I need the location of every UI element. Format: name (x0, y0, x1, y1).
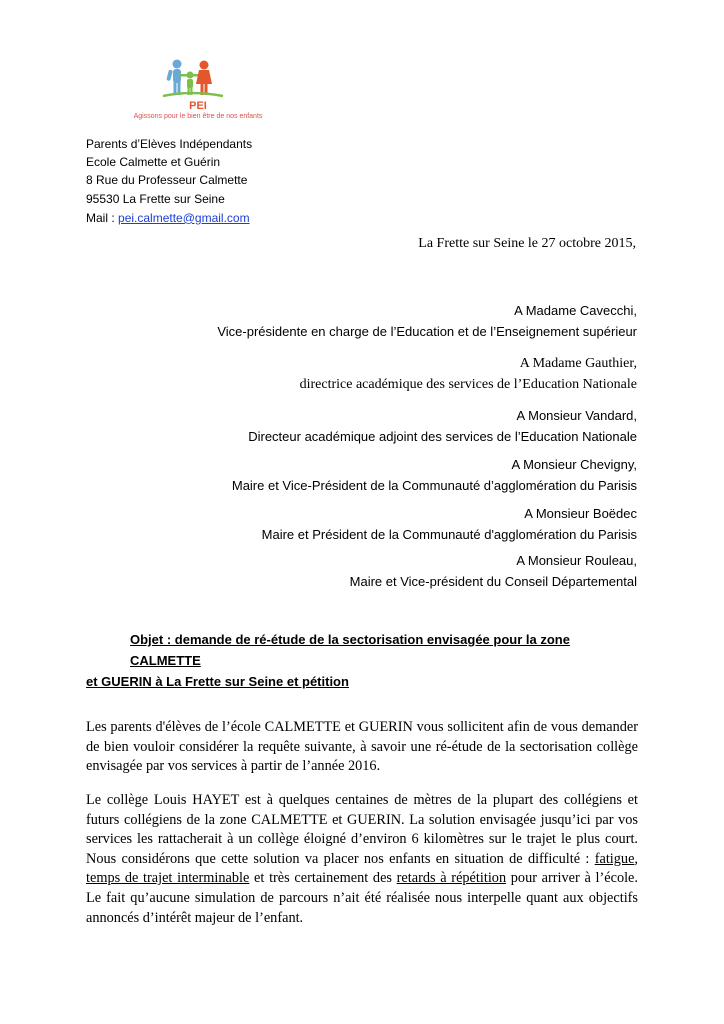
recipient-title: Directeur académique adjoint des services de l’Education Nationale (248, 429, 637, 444)
recipient-name: A Madame Cavecchi, (514, 303, 637, 318)
recipient-block (232, 454, 637, 496)
underlined-term: retards à répétition (396, 870, 507, 887)
recipient-title: Maire et Vice-Président de la Communauté d’agglomération du Parisis (231, 478, 637, 493)
underlined-term: fatigue (594, 850, 635, 867)
recipient-name: A Madame Gauthier, (519, 356, 637, 371)
sender-organization: Parents d’Elèves Indépendants (86, 137, 253, 151)
sender-mail (86, 209, 252, 227)
paragraph-text: , (634, 850, 638, 867)
paragraph-text: et très certainement des (249, 870, 397, 887)
recipient-name: A Monsieur Boëdec (524, 506, 637, 521)
letter-date: La Frette sur Seine le 27 octobre 2015, (418, 236, 636, 251)
letter-subject (86, 629, 638, 692)
sender-street: 8 Rue du Professeur Calmette (86, 173, 248, 188)
recipient-title: Vice-présidente en charge de l’Education et de l’Enseignement supérieur (217, 324, 637, 339)
recipient-block (350, 550, 637, 592)
paragraph-text: pour arriver à l’école. Le fait qu’aucune simulation de parcours n’ait été réalisée nous interpelle quant aux objectifs annoncés d’intérêt majeur de l’enfant. (86, 870, 638, 926)
subject-line: Objet : demande de ré-étude de la sectorisation envisagée pour la zone CALMETTE (130, 632, 570, 668)
recipient-name: A Monsieur Rouleau, (516, 553, 637, 568)
sender-city: 95530 La Frette sur Seine (86, 191, 225, 206)
recipient-block (262, 503, 637, 545)
sender-school: Ecole Calmette et Guérin (86, 155, 221, 170)
body-paragraph (86, 791, 638, 928)
recipient-name: A Monsieur Vandard, (516, 408, 637, 423)
recipient-title: Maire et Président de la Communauté d'agglomération du Parisis (261, 527, 637, 542)
logo-tagline: Agissons pour le bien être de nos enfants (133, 113, 263, 120)
recipient-title: directrice académique des services de l’Education Nationale (299, 377, 637, 392)
logo-name: PEI (189, 100, 207, 112)
recipient-block (217, 300, 637, 342)
recipient-name: A Monsieur Chevigny, (511, 457, 637, 472)
mail-label: Mail : (86, 210, 119, 225)
underlined-term: temps de trajet interminable (86, 870, 250, 887)
body-paragraph: Les parents d'élèves de l’école CALMETTE et GUERIN vous sollicitent afin de vous demander de bien vouloir considérer la requête suivante, à savoir une ré-étude de la sectorisation collège envisagée par vos services à partir de l’année 2016. (86, 719, 638, 775)
sender-block (86, 135, 252, 227)
paragraph-text: Le collège Louis HAYET est à quelques centaines de mètres de la plupart des collégiens et futurs collégiens de la zone CALMETTE et GUERIN. La solution envisagée jusqu’ici par vos services les rattacherait à un collège éloigné d’environ 6 kilomètres sur le trajet le plus court. Nous considérons que cette solution va placer nos enfants en situation de difficulté : (86, 792, 638, 867)
mail-link[interactable]: pei.calmette@gmail.com (118, 210, 250, 225)
recipient-title: Maire et Vice-président du Conseil Départemental (349, 574, 637, 589)
recipient-block (248, 405, 637, 447)
recipient-block (300, 353, 637, 395)
pei-logo (133, 56, 263, 122)
subject-line: et GUERIN à La Frette sur Seine et pétition (86, 674, 349, 689)
family-icon (133, 56, 263, 102)
